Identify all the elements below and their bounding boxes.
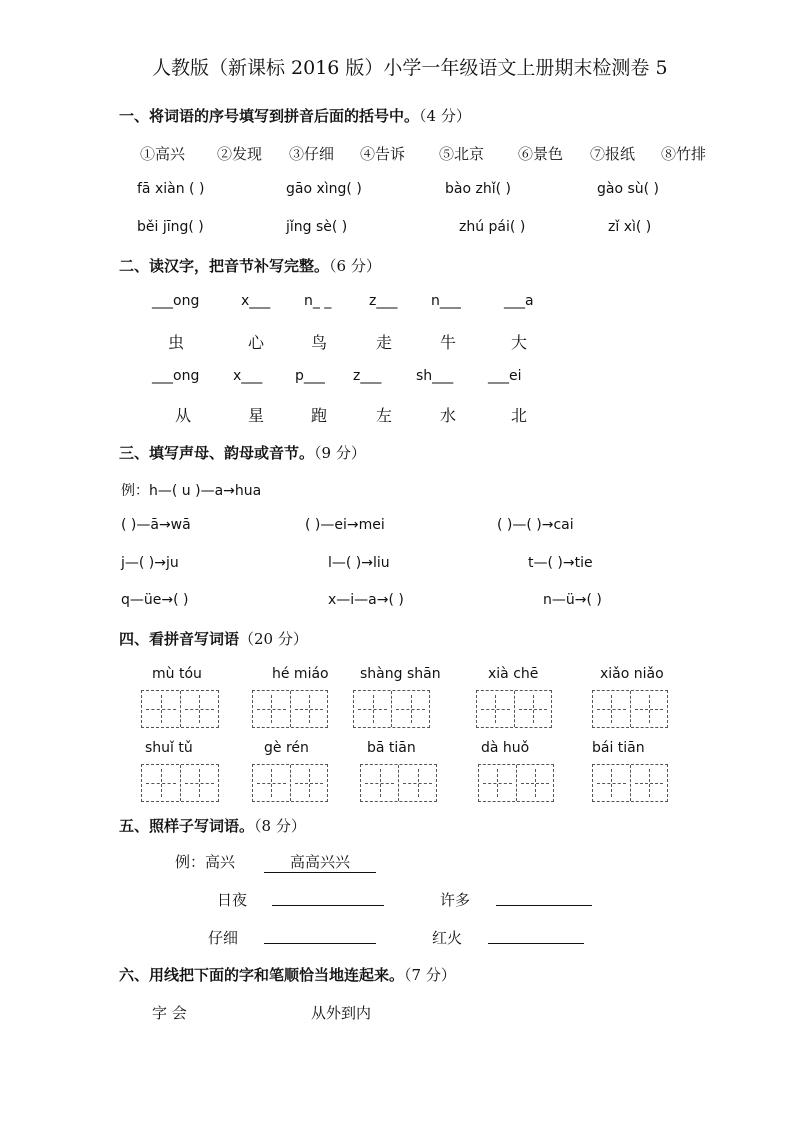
s2-py-1: ___ong	[152, 293, 200, 309]
section-2-points: （6 分）	[329, 257, 381, 275]
s2-char-11: 水	[440, 406, 457, 425]
s5-item-2: 许多	[440, 891, 471, 909]
s2-char-7: 从	[175, 406, 192, 425]
s1-word-7: ⑦报纸	[590, 145, 636, 163]
page-title: 人教版（新课标 2016 版）小学一年级语文上册期末检测卷 5	[152, 57, 668, 79]
s2-py-11: sh___	[416, 368, 454, 384]
s5-example-label: 例：高兴	[175, 853, 236, 871]
s3-item-7: q—üe→( )	[121, 592, 189, 608]
s1-word-4: ④告诉	[360, 145, 406, 163]
s2-py-4: z___	[369, 293, 398, 309]
s2-py-10: z___	[353, 368, 382, 384]
s3-item-8: x—i—a→( )	[328, 592, 404, 608]
s2-char-6: 大	[511, 333, 528, 352]
section-6-heading	[119, 964, 456, 985]
s2-char-2: 心	[248, 333, 265, 352]
s1-pinyin-6: jǐng sè( )	[286, 219, 348, 235]
s2-char-12: 北	[511, 406, 528, 425]
writing-grid[interactable]	[592, 690, 668, 728]
writing-grid[interactable]	[478, 764, 554, 802]
s2-char-8: 星	[248, 406, 265, 425]
s2-char-5: 牛	[440, 333, 457, 352]
s2-py-5: n___	[431, 293, 461, 309]
s4-pinyin-1: mù tóu	[152, 666, 202, 682]
section-4-heading	[119, 628, 308, 649]
writing-grid[interactable]	[141, 690, 219, 728]
s3-item-4: j—( )→ju	[121, 555, 179, 571]
writing-grid[interactable]	[360, 764, 437, 802]
section-5-heading	[119, 815, 306, 836]
section-1-heading-text: 一、将词语的序号填写到拼音后面的括号中。	[119, 107, 420, 125]
s2-char-3: 鸟	[311, 333, 328, 352]
s1-pinyin-1: fā xiàn ( )	[137, 181, 205, 197]
s3-item-5: l—( )→liu	[328, 555, 390, 571]
s1-word-5: ⑤北京	[439, 145, 485, 163]
section-1-heading	[119, 105, 471, 126]
section-6-heading-text: 六、用线把下面的字和笔顺恰当地连起来。	[119, 966, 405, 984]
s2-char-10: 左	[376, 406, 393, 425]
s3-example: 例：h—( u )—a→hua	[121, 483, 262, 499]
s2-py-7: ___ong	[152, 368, 200, 384]
s4-pinyin-10: bái tiān	[592, 740, 645, 756]
s2-py-9: p___	[295, 368, 325, 384]
writing-grid[interactable]	[476, 690, 552, 728]
writing-grid[interactable]	[592, 764, 668, 802]
s2-py-12: ___ei	[488, 368, 522, 384]
s6-chars: 字 会	[152, 1004, 187, 1022]
s3-item-1: ( )—ā→wā	[121, 517, 191, 533]
s5-item-3: 仔细	[208, 929, 239, 947]
s1-word-6: ⑥景色	[518, 145, 564, 163]
s1-pinyin-4: gào sù( )	[597, 181, 660, 197]
s1-pinyin-8: zǐ xì( )	[608, 219, 652, 235]
section-3-heading-text: 三、填写声母、韵母或音节。	[119, 444, 315, 462]
section-5-points: （8 分）	[254, 817, 306, 835]
s4-pinyin-7: gè rén	[264, 740, 309, 756]
answer-line[interactable]	[496, 905, 592, 906]
s3-item-9: n—ü→( )	[543, 592, 602, 608]
s1-pinyin-2: gāo xìng( )	[286, 181, 362, 197]
writing-grid[interactable]	[252, 764, 328, 802]
section-2-heading-text: 二、读汉字，把音节补写完整。	[119, 257, 330, 275]
s2-py-8: x___	[233, 368, 263, 384]
section-5-heading-text: 五、照样子写词语。	[119, 817, 255, 835]
s2-char-9: 跑	[311, 406, 328, 425]
answer-line[interactable]	[264, 943, 376, 944]
s1-word-2: ②发现	[217, 145, 263, 163]
s4-pinyin-2: hé miáo	[272, 666, 329, 682]
s2-py-2: x___	[241, 293, 271, 309]
section-4-points: （20 分）	[239, 630, 308, 648]
s1-word-3: ③仔细	[289, 145, 335, 163]
s4-pinyin-5: xiǎo niǎo	[600, 666, 664, 682]
section-6-points: （7 分）	[404, 966, 456, 984]
s5-item-4: 红火	[432, 929, 463, 947]
s3-item-2: ( )—ei→mei	[305, 517, 385, 533]
s1-pinyin-3: bào zhǐ( )	[445, 181, 511, 197]
answer-line[interactable]	[488, 943, 584, 944]
s4-pinyin-6: shuǐ tǔ	[145, 740, 193, 756]
answer-line[interactable]	[272, 905, 384, 906]
s1-pinyin-5: běi jīng( )	[137, 219, 204, 235]
s6-stroke-order: 从外到内	[311, 1004, 372, 1022]
s5-item-1: 日夜	[217, 891, 248, 909]
s2-char-4: 走	[376, 333, 393, 352]
writing-grid[interactable]	[252, 690, 328, 728]
s4-pinyin-4: xià chē	[488, 666, 539, 682]
s2-char-1: 虫	[168, 333, 185, 352]
s3-item-3: ( )—( )→cai	[497, 517, 574, 533]
s2-py-3: n_ _	[304, 293, 332, 309]
section-1-points: （4 分）	[419, 107, 471, 125]
s4-pinyin-3: shàng shān	[360, 666, 441, 682]
section-3-heading	[119, 442, 366, 463]
section-3-points: （9 分）	[314, 444, 366, 462]
s1-word-8: ⑧竹排	[661, 145, 707, 163]
s3-item-6: t—( )→tie	[528, 555, 593, 571]
s1-pinyin-7: zhú pái( )	[459, 219, 526, 235]
s4-pinyin-9: dà huǒ	[481, 740, 530, 756]
section-2-heading	[119, 255, 381, 276]
writing-grid[interactable]	[353, 690, 430, 728]
s1-word-1: ①高兴	[140, 145, 186, 163]
s2-py-6: ___a	[504, 293, 534, 309]
section-4-heading-text: 四、看拼音写词语	[119, 630, 240, 648]
s4-pinyin-8: bā tiān	[367, 740, 416, 756]
writing-grid[interactable]	[141, 764, 219, 802]
s5-example-answer: 高高兴兴	[264, 851, 376, 873]
